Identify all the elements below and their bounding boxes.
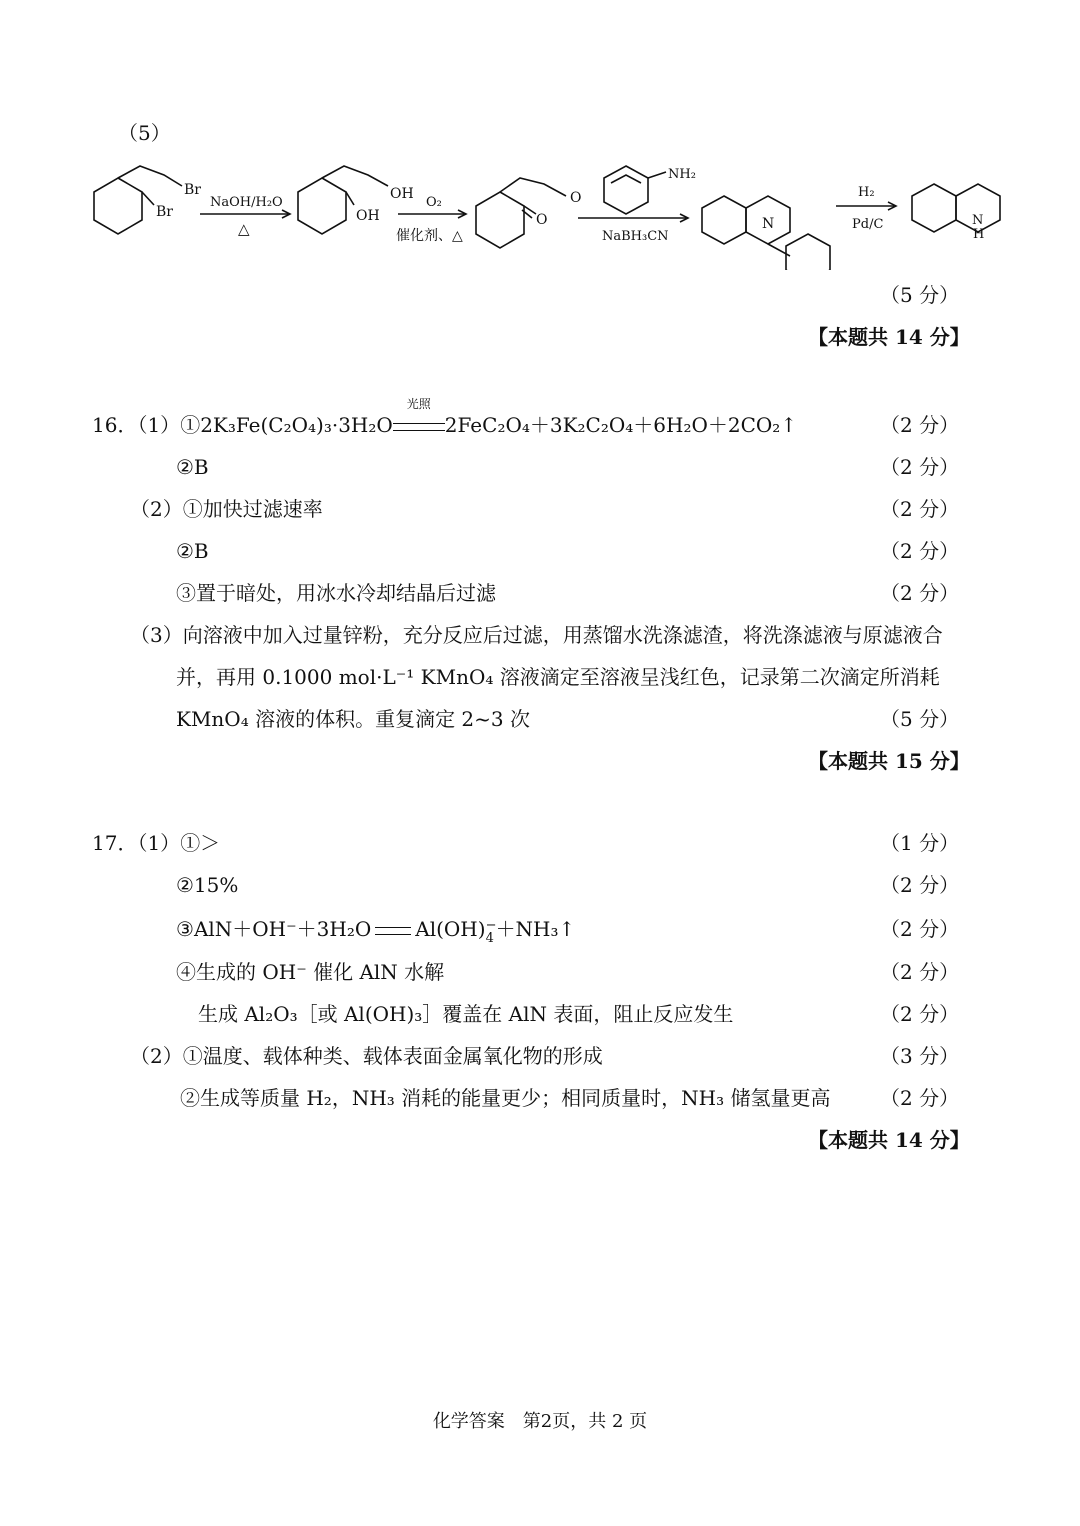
- q16-eq-condition: 光照: [406, 397, 431, 411]
- q15-total: 【本题共 14 分】: [808, 325, 970, 349]
- q16-p2-label: （2）: [130, 497, 183, 521]
- q16-p3-line2: 并，再用 0.1000 mol·L⁻¹ KMnO₄ 溶液滴定至溶液呈浅红色，记录第二次滴定所消耗: [176, 665, 940, 689]
- product-n: N: [762, 216, 775, 232]
- q17-p1-3-label: ③: [176, 917, 194, 941]
- synthesis-scheme: [0, 160, 1080, 270]
- q16-p2-1-score: （2 分）: [880, 497, 960, 521]
- q16-p1-1-label: ①: [180, 413, 201, 437]
- q17-line1: [92, 830, 220, 856]
- q16-p2-3-score: （2 分）: [880, 581, 960, 605]
- q16-p1-2-score: （2 分）: [880, 455, 960, 479]
- q17-p1-3-charge: −: [485, 918, 497, 933]
- step4-condition: Pd/C: [852, 217, 884, 232]
- q17-p2-1-score: （3 分）: [880, 1044, 960, 1068]
- q17-p1-label: （1）: [137, 831, 181, 855]
- q16-p3-score: （5 分）: [880, 707, 960, 731]
- final-ring-a: [912, 184, 956, 232]
- sm-br1: Br: [184, 182, 201, 198]
- q17-total: 【本题共 14 分】: [808, 1128, 970, 1152]
- diol-ring: [298, 178, 346, 234]
- q17-p1-3-rhs-b: ＋NH₃↑: [495, 917, 576, 941]
- q16-eq-arrow: [393, 397, 445, 438]
- q17-p1-1: ①＞: [180, 831, 221, 855]
- q17-p2-line: [130, 1043, 603, 1069]
- step3-condition: NaBH₃CN: [602, 229, 669, 244]
- q17-p2-label: （2）: [130, 1044, 183, 1068]
- final-n: N: [972, 213, 984, 228]
- q15-score: （5 分）: [880, 283, 960, 307]
- sm-br2: Br: [156, 204, 173, 220]
- q16-number: 16．: [92, 413, 138, 437]
- step2-condition: 催化剂、△: [396, 228, 463, 244]
- q17-p1-3: [176, 916, 576, 946]
- sm-ring: [94, 178, 142, 234]
- q17-p1-3-equals: [375, 927, 411, 935]
- page-footer: 化学答案 第2页，共 2 页: [432, 1411, 648, 1432]
- q16-p2-2: ②B: [176, 539, 209, 563]
- q17-number: 17．: [92, 831, 138, 855]
- diol-oh1: OH: [390, 186, 414, 202]
- keto-o2: O: [536, 212, 548, 228]
- q16-p1-1-score: （2 分）: [880, 413, 960, 437]
- q15-part-label: （5）: [118, 121, 171, 145]
- product-ring-a: [702, 196, 746, 244]
- q17-p2-1: ①温度、载体种类、载体表面金属氧化物的形成: [182, 1044, 603, 1068]
- keto-ring: [476, 192, 524, 248]
- q17-p1-3-lhs: AlN＋OH⁻＋3H₂O: [193, 917, 372, 941]
- q16-p1-2: ②B: [176, 455, 209, 479]
- benzylamine-ring: [604, 166, 648, 214]
- benzyl-ring: [786, 234, 830, 270]
- q16-line1: [92, 397, 798, 438]
- keto-o1: O: [570, 190, 582, 206]
- q17-p1-2-score: （2 分）: [880, 873, 960, 897]
- q16-p2-line: [130, 496, 323, 522]
- q16-p3-label: （3）: [130, 623, 183, 647]
- q17-p1-4-score: （2 分）: [880, 960, 960, 984]
- q16-eq-rhs: 2FeC₂O₄＋3K₂C₂O₄＋6H₂O＋2CO₂↑: [444, 413, 798, 437]
- q16-p3-line3: KMnO₄ 溶液的体积。重复滴定 2~3 次: [176, 707, 530, 731]
- q16-p3-line1: [130, 622, 943, 648]
- q16-eq-lhs: 2K₃Fe(C₂O₄)₃·3H₂O: [200, 413, 393, 437]
- q16-p2-2-score: （2 分）: [880, 539, 960, 563]
- final-h: H: [973, 227, 985, 242]
- q17-p1-3-ion-stack: [485, 916, 497, 946]
- q16-p2-3: ③置于暗处，用冰水冷却结晶后过滤: [176, 581, 496, 605]
- q16-total: 【本题共 15 分】: [808, 749, 970, 773]
- q16-p1-label: （1）: [137, 413, 181, 437]
- q17-p2-2: ②生成等质量 H₂，NH₃ 消耗的能量更少；相同质量时，NH₃ 储氢量更高: [180, 1086, 831, 1110]
- q17-p1-5: 生成 Al₂O₃［或 Al(OH)₃］覆盖在 AlN 表面，阻止反应发生: [198, 1002, 734, 1026]
- diol-oh2: OH: [356, 208, 380, 224]
- step1-condition: △: [238, 220, 250, 238]
- step4-reagent: H₂: [858, 185, 875, 200]
- q17-p1-1-score: （1 分）: [880, 831, 960, 855]
- q17-p1-3-score: （2 分）: [880, 917, 960, 941]
- q17-p2-2-score: （2 分）: [880, 1086, 960, 1110]
- step1-reagent: NaOH/H₂O: [210, 195, 283, 210]
- q17-p1-3-sub: 4: [485, 931, 494, 946]
- step2-reagent: O₂: [426, 195, 442, 210]
- q16-p2-1: ①加快过滤速率: [182, 497, 323, 521]
- q16-p3-text1: 向溶液中加入过量锌粉，充分反应后过滤，用蒸馏水洗涤滤渣，将洗涤滤液与原滤液合: [182, 623, 943, 647]
- q17-p1-5-score: （2 分）: [880, 1002, 960, 1026]
- q17-p1-3-rhs-a: Al(OH): [415, 917, 486, 941]
- benzylamine-nh2: NH₂: [668, 167, 696, 182]
- q17-p1-4: ④生成的 OH⁻ 催化 AlN 水解: [176, 960, 445, 984]
- q17-p1-2: ②15%: [176, 873, 239, 897]
